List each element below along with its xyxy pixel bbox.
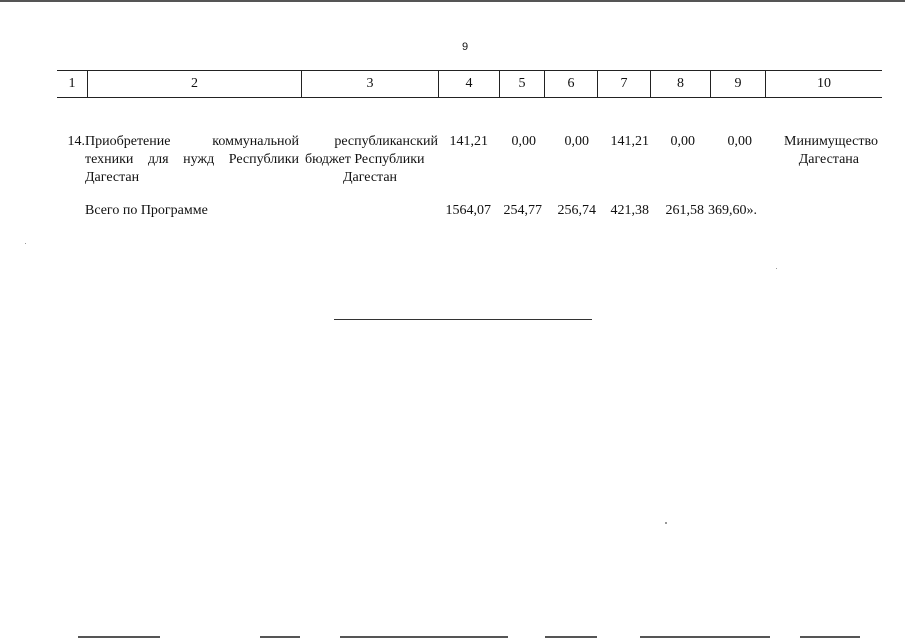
bottom-edge-fragment — [78, 636, 160, 638]
total-value-col8: 261,58 — [665, 203, 704, 218]
row-name-line-2: техники для нужд Республики — [85, 152, 299, 167]
row-executor-line-2: Дагестана — [798, 152, 859, 167]
total-value-col6: 256,74 — [557, 203, 596, 218]
header-cell-1: 1 — [57, 71, 88, 97]
page-number: 9 — [461, 41, 469, 53]
total-value-col7: 421,38 — [610, 203, 649, 218]
row-number: 14. — [67, 134, 85, 149]
header-cell-3: 3 — [302, 71, 439, 97]
header-cell-2: 2 — [88, 71, 302, 97]
row-source-line-1: республиканский — [334, 134, 438, 149]
row-executor-line-1: Минимущество — [784, 134, 878, 149]
total-value-col5: 254,77 — [503, 203, 542, 218]
header-cell-9: 9 — [711, 71, 766, 97]
row-name-line-3: Дагестан — [85, 170, 140, 185]
header-cell-7: 7 — [598, 71, 651, 97]
header-cell-10: 10 — [817, 76, 831, 91]
row-name-line-1: Приобретение коммунальной — [85, 134, 299, 149]
header-cell-6: 6 — [545, 71, 598, 97]
bottom-edge-fragment — [260, 636, 300, 638]
total-label: Всего по Программе — [85, 203, 208, 218]
row-value-col9: 0,00 — [727, 134, 752, 149]
total-value-col9: 369,60». — [708, 203, 757, 218]
row-value-col6: 0,00 — [564, 134, 589, 149]
row-source-line-2: бюджет Республики — [305, 152, 425, 167]
row-value-col4: 141,21 — [449, 134, 488, 149]
header-cell-8: 8 — [651, 71, 711, 97]
bottom-edge-fragment — [640, 636, 770, 638]
row-value-col8: 0,00 — [670, 134, 695, 149]
total-value-col4: 1564,07 — [445, 203, 491, 218]
scan-speck — [25, 243, 26, 244]
row-value-col5: 0,00 — [511, 134, 536, 149]
table-header-row — [57, 70, 882, 98]
header-cell-5: 5 — [500, 71, 545, 97]
scan-speck — [776, 268, 777, 269]
scan-speck — [665, 522, 667, 524]
bottom-edge-fragment — [800, 636, 860, 638]
header-cell-4: 4 — [439, 71, 500, 97]
end-of-document-rule — [334, 319, 592, 320]
bottom-edge-fragment — [340, 636, 508, 638]
row-source-line-3: Дагестан — [342, 170, 398, 185]
page-top-edge — [0, 0, 905, 2]
row-value-col7: 141,21 — [610, 134, 649, 149]
bottom-edge-fragment — [545, 636, 597, 638]
